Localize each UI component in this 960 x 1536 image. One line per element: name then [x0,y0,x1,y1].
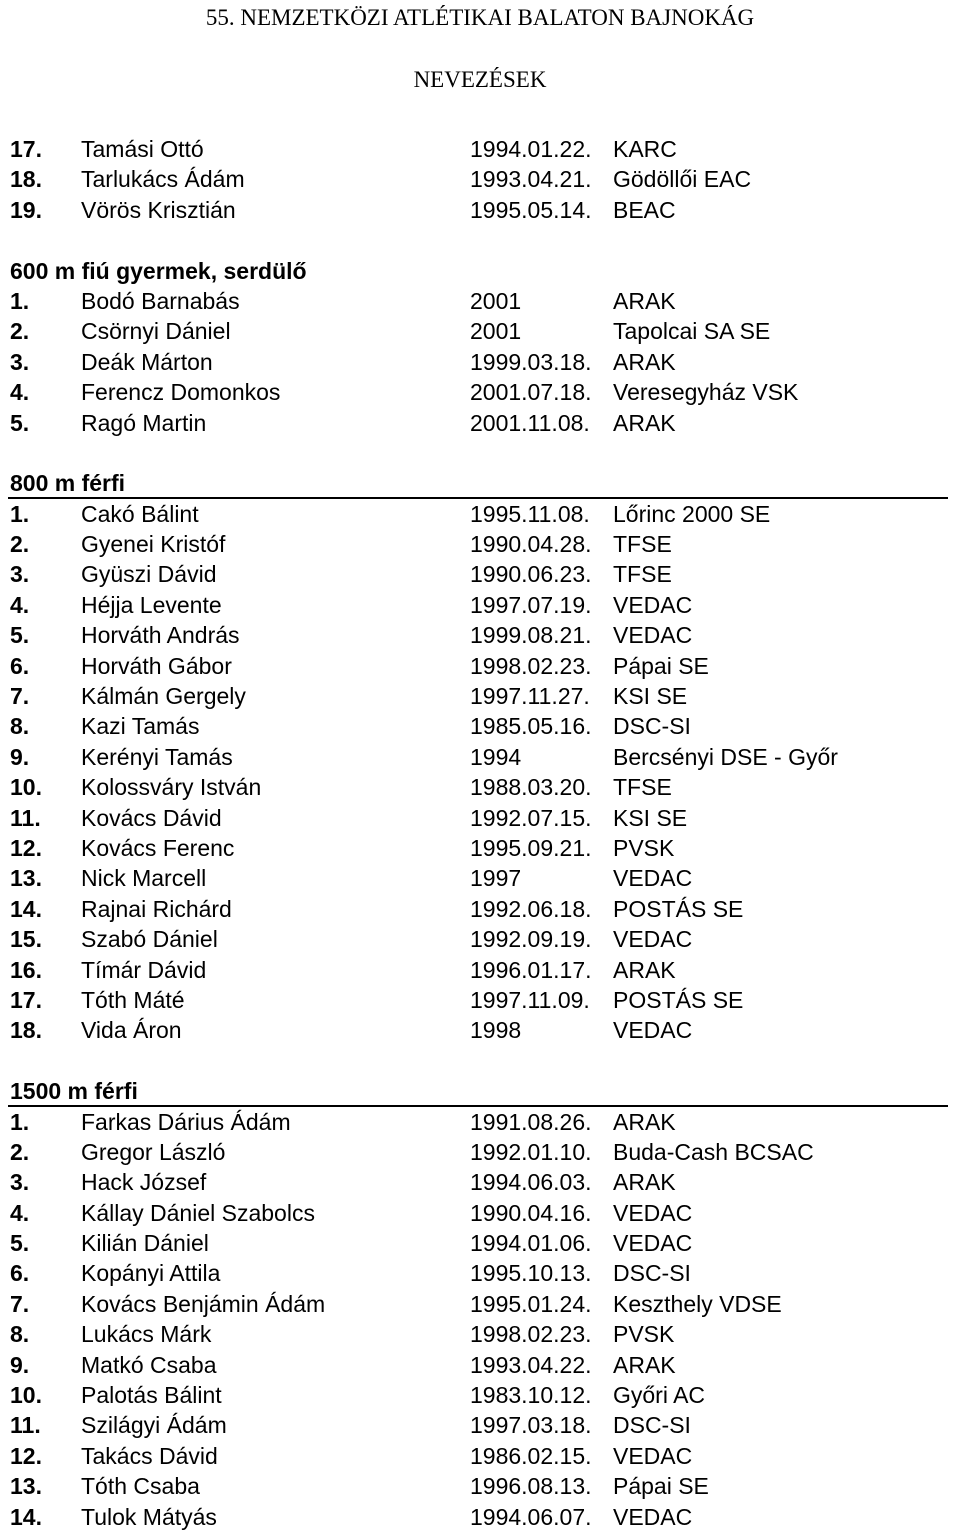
athlete-name: Lukács Márk [81,1321,212,1348]
section-heading-text: 800 m férfi [10,470,126,497]
athlete-name: Takács Dávid [81,1442,218,1469]
club-name: VEDAC [613,622,693,649]
athlete-name: Gyüszi Dávid [81,561,217,588]
athlete-name: Csörnyi Dániel [81,318,231,345]
athlete-name: Kopányi Attila [81,1260,221,1287]
entry-number: 10. [10,774,42,801]
club-name: KSI SE [613,804,688,831]
birth-date: 1994.01.22. [470,136,592,162]
entry-row [8,316,948,346]
athlete-name: Gyenei Kristóf [81,531,226,558]
athlete-name: Horváth András [81,622,240,649]
birth-date: 2001.11.08. [470,409,590,436]
entry-number: 9. [10,743,30,770]
entry-number: 14. [10,895,42,922]
entry-number: 15. [10,926,42,953]
entry-number: 4. [10,1199,30,1226]
birth-date: 1996.01.17. [470,956,592,983]
birth-date: 1992.09.19. [470,926,592,953]
entry-number: 13. [10,865,42,892]
section-heading-text: 600 m fiú gyermek, serdülő [10,257,307,284]
club-name: Buda-Cash BCSAC [613,1138,814,1165]
entry-number: 1. [10,1108,30,1135]
birth-date: 1992.01.10. [470,1138,592,1165]
birth-date: 1995.10.13. [470,1260,592,1287]
athlete-name: Tarlukács Ádám [81,166,245,193]
birth-date: 1998.02.23. [470,652,592,679]
entry-row [8,985,948,1015]
club-name: ARAK [613,348,676,375]
club-name: Tapolcai SA SE [613,318,771,345]
entry-row [8,803,948,833]
athlete-name: Palotás Bálint [81,1382,222,1409]
entry-row [8,681,948,711]
club-name: ARAK [613,409,676,436]
athlete-name: Kállay Dániel Szabolcs [81,1199,315,1226]
athlete-name: Deák Márton [81,348,213,375]
entry-number: 4. [10,379,30,406]
document-title: 55. NEMZETKÖZI ATLÉTIKAI BALATON BAJNOKÁG [205,5,755,30]
entry-row [8,924,948,954]
entry-row [8,772,948,802]
entry-row [8,529,948,559]
athlete-name: Kilián Dániel [81,1230,209,1257]
entry-row [8,863,948,893]
birth-date: 1994.06.03. [470,1169,592,1196]
birth-date: 1990.06.23. [470,561,592,588]
birth-date: 2001 [470,318,522,345]
club-name: Győri AC [613,1382,706,1409]
birth-date: 1997 [470,865,522,892]
section-spacer [8,225,948,255]
entry-number: 6. [10,1260,30,1287]
section-heading [8,256,948,286]
birth-date: 1999.03.18. [470,348,592,375]
club-name: BEAC [613,196,676,223]
birth-date: 1988.03.20. [470,774,592,801]
entry-row [8,1380,948,1410]
club-name: KARC [613,136,677,162]
entry-row [8,195,948,225]
entry-number: 18. [10,166,42,193]
club-name: ARAK [613,956,676,983]
section-spacer [8,1046,948,1076]
birth-date: 1997.07.19. [470,591,592,618]
club-name: TFSE [613,531,672,558]
club-name: VEDAC [613,1199,693,1226]
birth-date: 1986.02.15. [470,1442,592,1469]
athlete-name: Matkó Csaba [81,1351,217,1378]
club-name: TFSE [613,561,672,588]
birth-date: 1994.06.07. [470,1503,592,1530]
entry-list [8,134,948,1532]
club-name: Bercsényi DSE - Győr [613,743,838,770]
club-name: VEDAC [613,1017,693,1044]
birth-date: 1990.04.16. [470,1199,592,1226]
entry-row [8,1289,948,1319]
athlete-name: Rajnai Richárd [81,895,232,922]
entry-row [8,1319,948,1349]
entry-row [8,833,948,863]
birth-date: 1995.09.21. [470,834,592,861]
club-name: DSC-SI [613,1260,691,1287]
document-subtitle: NEVEZÉSEK [413,67,547,92]
birth-date: 1994.01.06. [470,1230,592,1257]
club-name: PVSK [613,834,675,861]
entry-row [8,408,948,438]
entry-number: 8. [10,1321,30,1348]
athlete-name: Horváth Gábor [81,652,232,679]
entry-number: 18. [10,1017,42,1044]
athlete-name: Tóth Csaba [81,1473,200,1500]
entry-number: 5. [10,1230,30,1257]
section-heading [8,1076,948,1106]
entry-number: 4. [10,591,30,618]
athlete-name: Bodó Barnabás [81,287,240,314]
entry-number: 2. [10,531,30,558]
club-name: ARAK [613,1108,676,1135]
birth-date: 1998.02.23. [470,1321,592,1348]
club-name: VEDAC [613,591,693,618]
club-name: VEDAC [613,926,693,953]
entry-row [8,134,948,164]
entry-row [8,1015,948,1045]
entry-number: 2. [10,1138,30,1165]
athlete-name: Kolossváry István [81,774,262,801]
club-name: Pápai SE [613,1473,709,1500]
entry-row [8,742,948,772]
club-name: VEDAC [613,865,693,892]
club-name: TFSE [613,774,672,801]
entry-number: 9. [10,1351,30,1378]
birth-date: 1990.04.28. [470,531,592,558]
entry-row [8,1167,948,1197]
entry-row [8,499,948,529]
athlete-name: Kálmán Gergely [81,683,246,710]
entry-number: 5. [10,622,30,649]
entry-row [8,590,948,620]
entry-row [8,347,948,377]
entry-number: 3. [10,348,30,375]
entry-number: 17. [10,136,42,162]
club-name: ARAK [613,1169,676,1196]
section-heading [8,468,948,498]
entry-number: 11. [10,804,41,831]
section-spacer [8,438,948,468]
entry-row [8,955,948,985]
birth-date: 1992.06.18. [470,895,592,922]
entry-number: 12. [10,1442,42,1469]
athlete-name: Vörös Krisztián [81,196,236,223]
entry-row [8,377,948,407]
entry-row [8,1228,948,1258]
birth-date: 2001 [470,287,522,314]
entry-number: 1. [10,287,30,314]
birth-date: 1991.08.26. [470,1108,592,1135]
athlete-name: Gregor László [81,1138,226,1165]
athlete-name: Hack József [81,1169,207,1196]
entry-row [8,164,948,194]
club-name: VEDAC [613,1442,693,1469]
entry-number: 17. [10,986,42,1013]
entry-number: 1. [10,500,30,527]
athlete-name: Vida Áron [81,1017,182,1044]
entry-row [8,1471,948,1501]
entry-row [8,894,948,924]
club-name: Gödöllői EAC [613,166,752,193]
club-name: Keszthely VDSE [613,1290,782,1317]
entry-row [8,559,948,589]
entry-number: 16. [10,956,42,983]
athlete-name: Farkas Dárius Ádám [81,1108,291,1135]
athlete-name: Szabó Dániel [81,926,218,953]
club-name: KSI SE [613,683,688,710]
birth-date: 2001.07.18. [470,379,592,406]
club-name: VEDAC [613,1230,693,1257]
birth-date: 1985.05.16. [470,713,592,740]
entry-row [8,651,948,681]
athlete-name: Héjja Levente [81,591,222,618]
entry-number: 11. [10,1412,41,1439]
entry-number: 19. [10,196,42,223]
athlete-name: Tóth Máté [81,986,185,1013]
entry-row [8,1137,948,1167]
entry-number: 7. [10,1290,30,1317]
birth-date: 1994 [470,743,522,770]
athlete-name: Tamási Ottó [81,136,204,162]
club-name: ARAK [613,287,676,314]
section-heading-text: 1500 m férfi [10,1078,138,1105]
athlete-name: Nick Marcell [81,865,207,892]
birth-date: 1995.05.14. [470,196,592,223]
athlete-name: Kazi Tamás [81,713,200,740]
birth-date: 1995.11.08. [470,500,590,527]
athlete-name: Ragó Martin [81,409,207,436]
birth-date: 1997.03.18. [470,1412,592,1439]
club-name: DSC-SI [613,713,691,740]
entry-number: 8. [10,713,30,740]
club-name: POSTÁS SE [613,895,744,922]
birth-date: 1995.01.24. [470,1290,592,1317]
club-name: DSC-SI [613,1412,691,1439]
athlete-name: Tulok Mátyás [81,1503,217,1530]
entry-row [8,1107,948,1137]
entry-row [8,620,948,650]
athlete-name: Szilágyi Ádám [81,1412,227,1439]
athlete-name: Kovács Dávid [81,804,222,831]
entry-number: 3. [10,561,30,588]
entry-number: 14. [10,1503,42,1530]
birth-date: 1993.04.22. [470,1351,592,1378]
birth-date: 1996.08.13. [470,1473,592,1500]
birth-date: 1997.11.09. [470,986,590,1013]
club-name: ARAK [613,1351,676,1378]
entry-number: 2. [10,318,30,345]
athlete-name: Tímár Dávid [81,956,207,983]
athlete-name: Kovács Ferenc [81,834,235,861]
birth-date: 1992.07.15. [470,804,592,831]
club-name: Lőrinc 2000 SE [613,500,771,527]
birth-date: 1983.10.12. [470,1382,592,1409]
athlete-name: Ferencz Domonkos [81,379,281,406]
entry-row [8,711,948,741]
entry-row [8,1198,948,1228]
entry-row [8,1441,948,1471]
athlete-name: Kovács Benjámin Ádám [81,1290,326,1317]
entry-number: 3. [10,1169,30,1196]
entry-row [8,1502,948,1532]
club-name: PVSK [613,1321,675,1348]
club-name: Pápai SE [613,652,709,679]
athlete-name: Cakó Bálint [81,500,199,527]
entry-row [8,1350,948,1380]
entry-number: 5. [10,409,30,436]
entry-row [8,286,948,316]
birth-date: 1993.04.21. [470,166,592,193]
birth-date: 1998 [470,1017,522,1044]
club-name: Veresegyház VSK [613,379,799,406]
birth-date: 1997.11.27. [470,683,590,710]
entry-row [8,1258,948,1288]
entry-number: 6. [10,652,30,679]
entry-number: 10. [10,1382,42,1409]
birth-date: 1999.08.21. [470,622,592,649]
club-name: POSTÁS SE [613,986,744,1013]
entry-number: 13. [10,1473,42,1500]
entry-row [8,1410,948,1440]
athlete-name: Kerényi Tamás [81,743,233,770]
entry-number: 12. [10,834,42,861]
entry-number: 7. [10,683,30,710]
club-name: VEDAC [613,1503,693,1530]
